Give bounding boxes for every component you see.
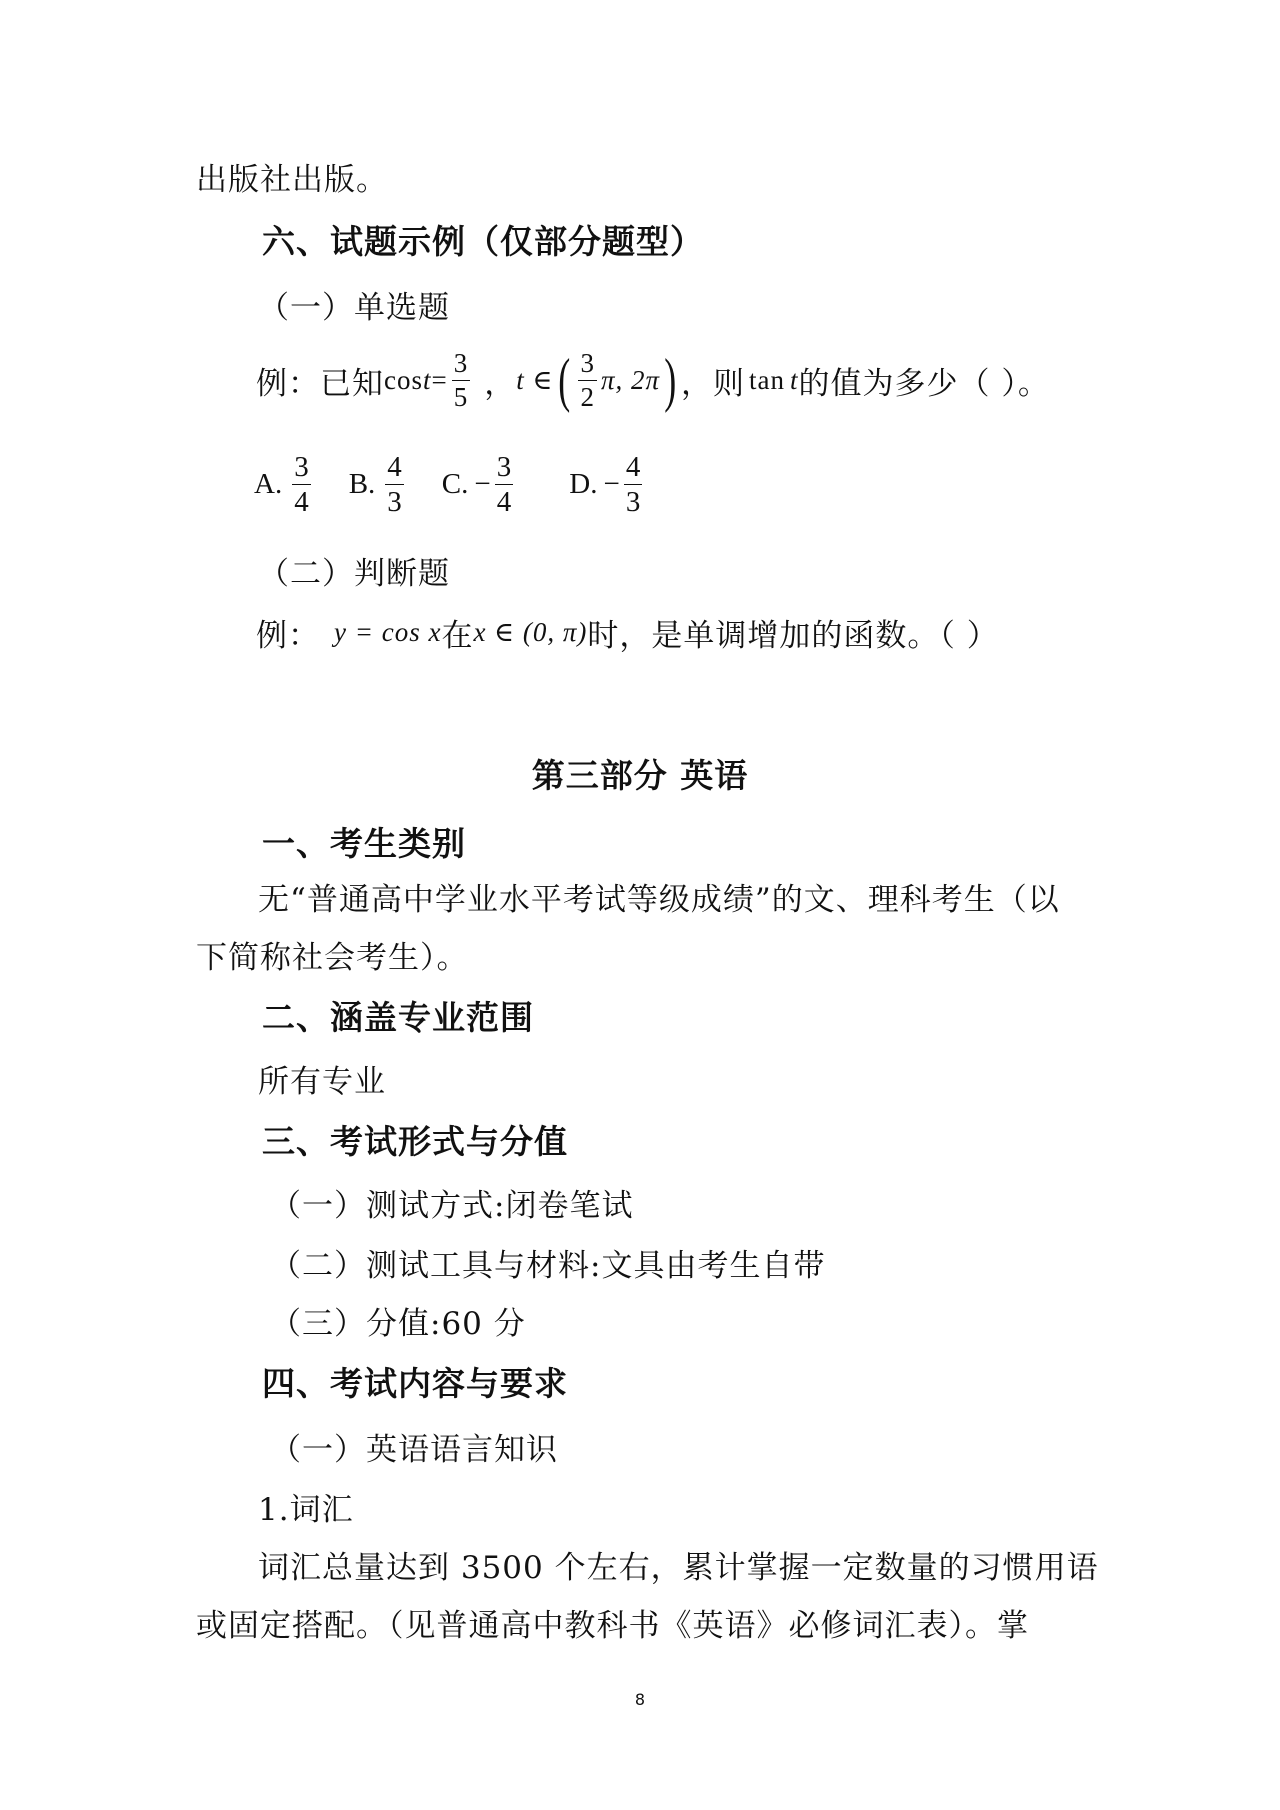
fraction-cos-value: $\frac{3}{5}$ xyxy=(453,348,469,412)
question-prefix: 例： xyxy=(256,618,320,654)
math-var-t: t xyxy=(423,364,432,395)
question-suffix-1: ，则 xyxy=(681,365,746,402)
part-title: 第三部分 英语 xyxy=(531,756,749,795)
subheading-true-false: （二）判断题 xyxy=(258,556,450,592)
subheading-single-choice: （一）单选题 xyxy=(258,290,450,326)
list-item: （三）分值:60 分 xyxy=(270,1306,526,1342)
option-a: A. $\frac{3}{4}$ xyxy=(254,451,309,519)
option-b: B. $\frac{4}{3}$ xyxy=(348,451,402,519)
left-paren: ( xyxy=(557,347,571,413)
option-d: D. − $\frac{4}{3}$ xyxy=(569,451,641,519)
question-mid: 在 xyxy=(441,618,474,654)
page-number: 8 xyxy=(634,1690,646,1709)
math-equals: = xyxy=(431,364,448,395)
math-expr-x: x ∈ (0, π) xyxy=(473,617,588,647)
list-item: （一）英语语言知识 xyxy=(270,1432,558,1468)
math-cos: cos xyxy=(384,364,423,395)
fraction-interval-start: $\frac{3}{2}$ xyxy=(580,348,595,412)
math-expr-y: y = cos x xyxy=(334,617,442,647)
right-paren: ) xyxy=(664,347,677,413)
paragraph-line: 无“普通高中学业水平考试等级成绩”的文、理科考生（以 xyxy=(258,882,1060,918)
math-var-t-2: t xyxy=(790,364,799,395)
paragraph-line: 所有专业 xyxy=(258,1064,386,1100)
math-tan: tan xyxy=(749,364,786,395)
question-suffix-2: 的值为多少（ ）。 xyxy=(798,365,1050,402)
answer-options xyxy=(254,452,680,518)
section-heading-4: 四、考试内容与要求 xyxy=(262,1364,568,1403)
section-heading-3: 三、考试形式与分值 xyxy=(262,1122,568,1161)
paragraph-line: 或固定搭配。（见普通高中教科书《英语》必修词汇表）。掌 xyxy=(196,1608,1029,1644)
question-true-false xyxy=(256,610,999,655)
list-item: （一）测试方式:闭卷笔试 xyxy=(270,1188,634,1224)
paragraph-line: 下简称社会考生）。 xyxy=(196,940,469,976)
math-interval-tail: π, 2π xyxy=(600,364,661,395)
paragraph-line: 词汇总量达到 3500 个左右，累计掌握一定数量的习惯用语 xyxy=(258,1550,1099,1586)
question-prefix: 例：已知 xyxy=(256,365,384,402)
comma: ， xyxy=(484,365,517,402)
list-item: 1.词汇 xyxy=(258,1492,354,1528)
math-t-in: t ∈ xyxy=(516,364,554,395)
section-heading-2: 二、涵盖专业范围 xyxy=(262,998,534,1037)
option-c: C. − $\frac{3}{4}$ xyxy=(441,451,512,519)
question-single-choice xyxy=(256,340,1050,420)
list-item: （二）测试工具与材料:文具由考生自带 xyxy=(270,1248,826,1284)
paragraph-line: 出版社出版。 xyxy=(196,162,388,198)
section-heading-1: 一、考生类别 xyxy=(262,824,466,863)
section-heading-examples: 六、试题示例（仅部分题型） xyxy=(262,222,704,261)
question-suffix: 时，是单调增加的函数。（ ） xyxy=(587,618,999,654)
